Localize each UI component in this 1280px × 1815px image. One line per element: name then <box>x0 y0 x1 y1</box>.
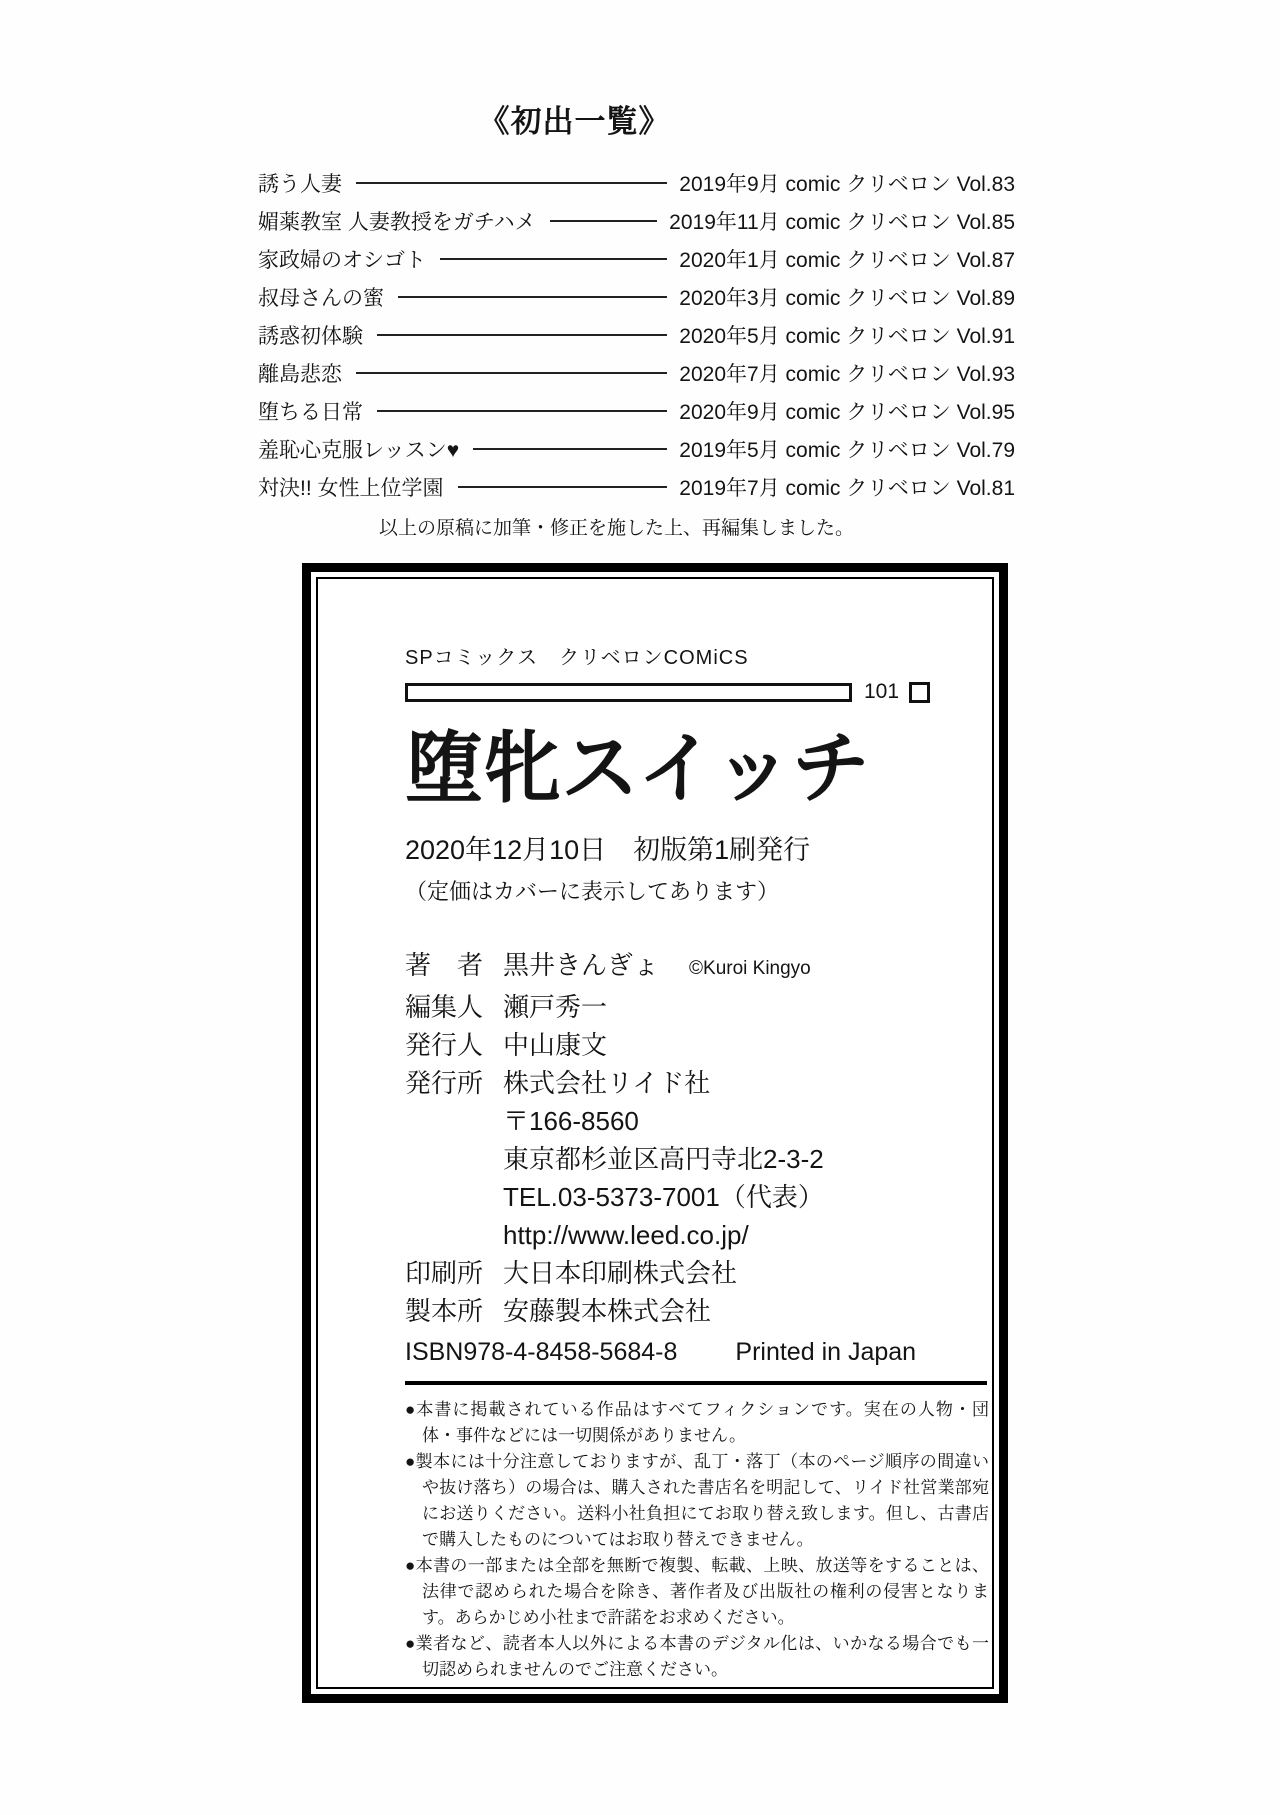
work-title: 叔母さんの蜜 <box>258 287 384 310</box>
staff-value: 黒井きんぎょ <box>503 950 660 981</box>
website-url: http://www.leed.co.jp/ <box>503 1220 749 1251</box>
staff-label: 発行所 <box>405 1068 484 1099</box>
work-title: 媚薬教室 人妻教授をガチハメ <box>258 211 536 234</box>
colophon-box <box>302 563 1008 1703</box>
isbn-number: ISBN978-4-8458-5684-8 <box>405 1338 678 1367</box>
staff-row-publisher-company <box>405 1064 982 1102</box>
staff-row-editor <box>405 988 982 1026</box>
publication-source: 2020年9月 comic クリベロン Vol.95 <box>679 401 1015 424</box>
leader-line <box>473 448 667 450</box>
work-title: 家政婦のオシゴト <box>258 249 426 272</box>
staff-label: 著 者 <box>405 950 484 981</box>
publication-row <box>258 361 1015 385</box>
staff-label: 印刷所 <box>405 1258 484 1289</box>
staff-row-printer <box>405 1254 982 1292</box>
staff-value: 安藤製本株式会社 <box>503 1296 712 1327</box>
colophon-box-inner <box>316 577 994 1689</box>
staff-label: 製本所 <box>405 1296 484 1327</box>
publication-row <box>258 475 1015 499</box>
notice-defects: ●製本には十分注意しておりますが、乱丁・落丁（本のページ順序の間違いや抜け落ち）の場合は、購入された書店名を明記して、リイド社営業部宛にお送りください。送料小社負担にてお取り替え致します。但し、古書店で購入したものについてはお取り替えできません。 <box>405 1452 989 1550</box>
section-title: 《初出一覧》 <box>478 104 671 139</box>
copyright-credit: ©Kuroi Kingyo <box>689 958 811 980</box>
price-note: （定価はカバーに表示してあります） <box>405 879 780 905</box>
staff-block <box>405 946 982 1330</box>
notice-fiction: ●本書に掲載されている作品はすべてフィクションです。実在の人物・団体・事件などには一切関係がありません。 <box>405 1400 989 1446</box>
publication-source: 2020年1月 comic クリベロン Vol.87 <box>679 249 1015 272</box>
staff-row-author <box>405 946 982 988</box>
work-title: 誘惑初体験 <box>258 325 363 348</box>
staff-row-binder <box>405 1292 982 1330</box>
leader-line <box>398 296 667 298</box>
staff-label: 編集人 <box>405 992 484 1023</box>
work-title: 誘う人妻 <box>258 173 342 196</box>
staff-value: 株式会社リイド社 <box>503 1068 711 1099</box>
address: 東京都杉並区高円寺北2-3-2 <box>503 1144 824 1175</box>
code-number: 101 <box>864 680 900 703</box>
blank-square <box>909 682 930 703</box>
publication-source: 2019年11月 comic クリベロン Vol.85 <box>669 211 1015 234</box>
leader-line <box>377 334 667 336</box>
isbn-row <box>405 1338 982 1367</box>
publication-row <box>258 171 1015 195</box>
revision-note: 以上の原稿に加筆・修正を施した上、再編集しました。 <box>378 518 854 539</box>
printed-in-japan: Printed in Japan <box>735 1338 917 1367</box>
publication-row <box>258 209 1015 233</box>
telephone: TEL.03-5373-7001（代表） <box>503 1182 824 1213</box>
staff-label: 発行人 <box>405 1030 484 1061</box>
work-title: 堕ちる日常 <box>258 401 363 424</box>
legal-notices <box>405 1397 989 1683</box>
edition-line: 2020年12月10日 初版第1刷発行 <box>405 835 811 866</box>
notice-digitization: ●業者など、読者本人以外による本書のデジタル化は、いかなる場合でも一切認められませんのでご注意ください。 <box>405 1634 989 1680</box>
publication-row <box>258 437 1015 461</box>
publication-source: 2020年7月 comic クリベロン Vol.93 <box>679 363 1015 386</box>
publication-row <box>258 399 1015 423</box>
leader-line <box>356 182 667 184</box>
leader-line <box>356 372 667 374</box>
publication-row <box>258 285 1015 309</box>
publication-source: 2019年9月 comic クリベロン Vol.83 <box>679 173 1015 196</box>
code-row <box>405 680 982 704</box>
staff-value: 瀬戸秀一 <box>503 992 608 1023</box>
leader-line <box>550 220 658 222</box>
leader-line <box>377 410 667 412</box>
blank-bar <box>405 683 852 702</box>
work-title: 離島悲恋 <box>258 363 342 386</box>
staff-value: 大日本印刷株式会社 <box>503 1258 738 1289</box>
notice-copyright: ●本書の一部または全部を無断で複製、転載、上映、放送等をすることは、法律で認められた場合を除き、著作者及び出版社の権利の侵害となります。あらかじめ小社まで許諾をお求めください。 <box>405 1556 989 1628</box>
leader-line <box>458 486 668 488</box>
first-publication-list <box>258 96 1015 540</box>
publication-row <box>258 323 1015 347</box>
book-title: 堕牝スイッチ <box>405 724 870 812</box>
series-name: SPコミックス クリベロンCOMiCS <box>405 647 749 669</box>
publication-source: 2019年5月 comic クリベロン Vol.79 <box>679 439 1015 462</box>
work-title: 対決!! 女性上位学園 <box>258 477 444 500</box>
publication-source: 2019年7月 comic クリベロン Vol.81 <box>679 477 1015 500</box>
publication-source: 2020年5月 comic クリベロン Vol.91 <box>679 325 1015 348</box>
staff-value: 中山康文 <box>503 1030 608 1061</box>
publication-row <box>258 247 1015 271</box>
divider-rule <box>405 1381 987 1385</box>
staff-row-publisher-person <box>405 1026 982 1064</box>
postal-code: 〒166-8560 <box>503 1106 639 1137</box>
publication-source: 2020年3月 comic クリベロン Vol.89 <box>679 287 1015 310</box>
work-title: 羞恥心克服レッスン♥ <box>258 439 460 462</box>
leader-line <box>440 258 667 260</box>
